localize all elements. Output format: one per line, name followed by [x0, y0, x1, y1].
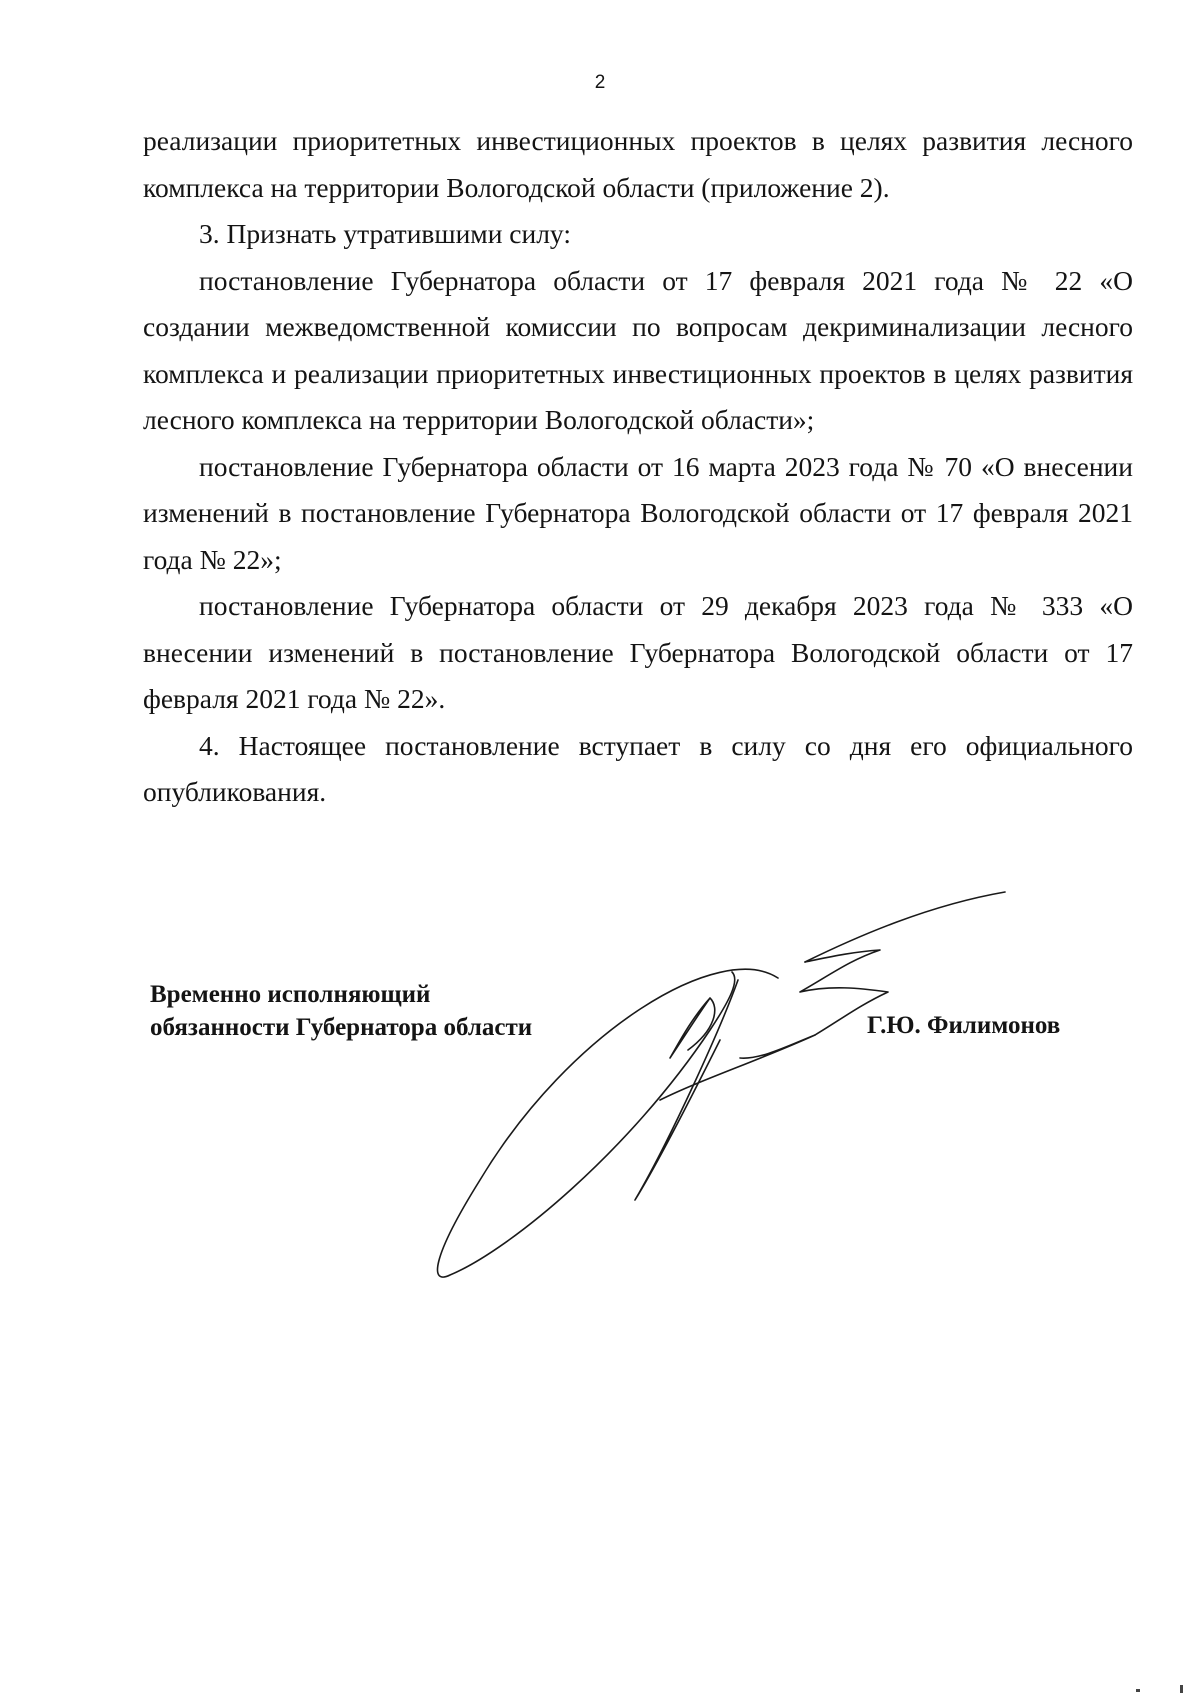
paragraph-decree-december-2023: постановление Губернатора области от 29 декабря 2023 года № 333 «О внесении изменений в постановление Губернатора Вологодской области от 17 февраля 2021 года № 22».: [143, 590, 1133, 714]
signature-zigzag-stroke: [800, 950, 888, 1035]
document-body: [143, 118, 1133, 816]
paragraph-continuation: реализации приоритетных инвестиционных проектов в целях развития лесного комплекса на территории Вологодской области (приложение 2).: [143, 125, 1133, 203]
page-number: 2: [594, 72, 606, 93]
handwritten-signature: [420, 880, 1020, 1280]
signature-tail-stroke: [805, 892, 1005, 962]
paragraph-decree-2021: постановление Губернатора области от 17 февраля 2021 года № 22 «О создании межведомственной комиссии по вопросам декриминализации лесного комплекса и реализации приоритетных инвестиционных проектов в целях развития лесного комплекса на территории Вологодской области»;: [143, 264, 1133, 435]
position-line-2: обязанности Губернатора области: [150, 1014, 533, 1041]
paragraph-item-3: 3. Признать утратившими силу:: [199, 218, 571, 249]
signature-descender-stroke: [635, 980, 738, 1200]
signatory-name: Г.Ю. Филимонов: [867, 1012, 1061, 1039]
position-line-1: Временно исполняющий: [150, 981, 431, 1008]
signature-loop-stroke: [438, 969, 778, 1277]
scan-speck: [1180, 1685, 1183, 1693]
paragraph-decree-march-2023: постановление Губернатора области от 16 марта 2023 года № 70 «О внесении изменений в постановление Губернатора Вологодской области от 17 февраля 2021 года № 22»;: [143, 450, 1133, 575]
scan-speck: [1136, 1689, 1140, 1692]
signature-initial-stroke: [670, 998, 715, 1058]
paragraph-item-4: 4. Настоящее постановление вступает в силу со дня его официального опубликования.: [143, 729, 1133, 807]
